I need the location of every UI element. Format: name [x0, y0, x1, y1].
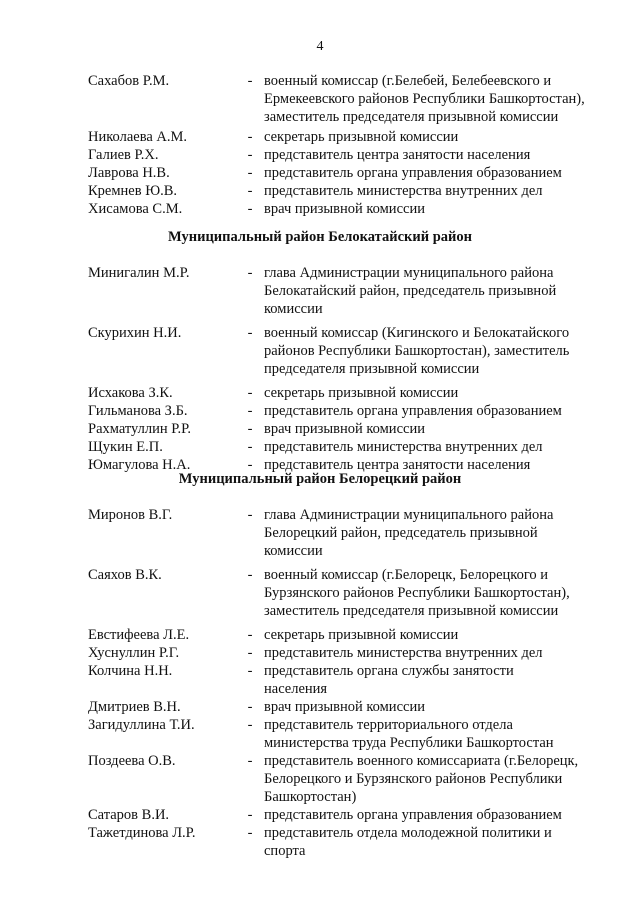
dash-separator: -	[247, 147, 253, 163]
member-row	[0, 626, 640, 644]
member-name: Галиев Р.Х.	[88, 147, 159, 163]
dash-separator: -	[247, 265, 253, 281]
member-name: Лаврова Н.В.	[88, 165, 170, 181]
member-name: Колчина Н.Н.	[88, 663, 173, 679]
member-role-line: Белорецкий район, председатель призывной	[264, 525, 538, 541]
dash-separator: -	[247, 627, 253, 643]
dash-separator: -	[247, 201, 253, 217]
member-name: Поздеева О.В.	[88, 753, 176, 769]
dash-separator: -	[247, 807, 253, 823]
member-row	[0, 698, 640, 716]
member-name: Скурихин Н.И.	[88, 325, 182, 341]
member-row	[0, 420, 640, 438]
section-beloretsky	[0, 506, 640, 860]
member-row	[0, 806, 640, 824]
member-row	[0, 662, 640, 698]
dash-separator: -	[247, 183, 253, 199]
member-role	[260, 506, 594, 560]
member-row	[0, 566, 640, 620]
dash-separator: -	[247, 567, 253, 583]
member-role-line: секретарь призывной комиссии	[264, 129, 459, 145]
member-row	[0, 506, 640, 560]
member-name: Николаева А.М.	[88, 129, 188, 145]
member-name: Загидуллина Т.И.	[88, 717, 195, 733]
member-name: Сахабов Р.М.	[88, 73, 170, 89]
member-role-line: врач призывной комиссии	[264, 201, 425, 217]
dash-separator: -	[247, 325, 253, 341]
member-role-line: Белорецкого и Бурзянского районов Республики	[264, 771, 563, 787]
member-role	[260, 644, 594, 662]
member-role-line: Белокатайский район, председатель призывной	[264, 283, 557, 299]
dash-separator: -	[247, 385, 253, 401]
member-role	[260, 626, 594, 644]
member-role	[260, 420, 594, 438]
member-role-line: Башкортостан)	[264, 789, 357, 805]
member-role	[260, 566, 594, 620]
dash-separator: -	[247, 73, 253, 89]
member-role-line: глава Администрации муниципального района	[264, 507, 554, 523]
member-name: Сатаров В.И.	[88, 807, 170, 823]
member-row	[0, 644, 640, 662]
member-row	[0, 128, 640, 146]
member-name: Миронов В.Г.	[88, 507, 173, 523]
member-name: Дмитриев В.Н.	[88, 699, 181, 715]
member-role	[260, 200, 594, 218]
member-row	[0, 824, 640, 860]
member-name: Хуснуллин Р.Г.	[88, 645, 180, 661]
member-row	[0, 164, 640, 182]
member-row	[0, 72, 640, 126]
member-name: Кремнев Ю.В.	[88, 183, 178, 199]
member-role-line: министерства труда Республики Башкортостан	[264, 735, 554, 751]
member-role-line: представитель органа управления образованием	[264, 807, 562, 823]
member-role	[260, 716, 594, 752]
member-row	[0, 384, 640, 402]
dash-separator: -	[247, 753, 253, 769]
dash-separator: -	[247, 421, 253, 437]
member-row	[0, 264, 640, 318]
member-name: Евстифеева Л.Е.	[88, 627, 190, 643]
member-role	[260, 128, 594, 146]
member-row	[0, 200, 640, 218]
dash-separator: -	[247, 645, 253, 661]
member-role	[260, 264, 594, 318]
member-role-line: секретарь призывной комиссии	[264, 627, 459, 643]
member-role-line: председателя призывной комиссии	[264, 361, 480, 377]
member-role	[260, 438, 594, 456]
member-role-line: заместитель председателя призывной комиссии	[264, 603, 559, 619]
member-row	[0, 716, 640, 752]
member-role-line: представитель центра занятости населения	[264, 147, 531, 163]
member-role-line: представитель территориального отдела	[264, 717, 513, 733]
member-name: Минигалин М.Р.	[88, 265, 190, 281]
dash-separator: -	[247, 507, 253, 523]
section-belebey	[0, 72, 640, 218]
member-role-line: врач призывной комиссии	[264, 421, 425, 437]
page-number: 4	[316, 39, 324, 54]
member-role	[260, 824, 594, 860]
dash-separator: -	[247, 699, 253, 715]
member-role	[260, 146, 594, 164]
member-name: Тажетдинова Л.Р.	[88, 825, 196, 841]
dash-separator: -	[247, 663, 253, 679]
member-role-line: военный комиссар (Кигинского и Белокатайского	[264, 325, 570, 341]
member-role-line: Бурзянского районов Республики Башкортостан),	[264, 585, 570, 601]
dash-separator: -	[247, 439, 253, 455]
dash-separator: -	[247, 403, 253, 419]
member-row	[0, 438, 640, 456]
member-row	[0, 146, 640, 164]
member-role	[260, 182, 594, 200]
member-role-line: военный комиссар (г.Белорецк, Белорецкого и	[264, 567, 549, 583]
member-role-line: военный комиссар (г.Белебей, Белебеевского и	[264, 73, 552, 89]
member-role	[260, 324, 594, 378]
member-role-line: представитель центра занятости населения	[264, 457, 531, 473]
section-heading-beloretsky: Муниципальный район Белорецкий район	[178, 471, 462, 487]
member-role	[260, 806, 594, 824]
member-role-line: представитель министерства внутренних дел	[264, 439, 543, 455]
section-heading-belokataysky: Муниципальный район Белокатайский район	[168, 229, 472, 245]
member-name: Рахматуллин Р.Р.	[88, 421, 192, 437]
member-role-line: Ермекеевского районов Республики Башкортостан),	[264, 91, 585, 107]
section-belokataysky	[0, 264, 640, 474]
member-name: Исхакова З.К.	[88, 385, 173, 401]
dash-separator: -	[247, 825, 253, 841]
member-name: Юмагулова Н.А.	[88, 457, 191, 473]
member-role-line: представитель органа службы занятости	[264, 663, 514, 679]
dash-separator: -	[247, 165, 253, 181]
member-row	[0, 752, 640, 806]
member-role-line: представитель органа управления образованием	[264, 165, 562, 181]
member-role-line: представитель органа управления образованием	[264, 403, 562, 419]
dash-separator: -	[247, 717, 253, 733]
member-row	[0, 402, 640, 420]
member-role	[260, 72, 594, 126]
member-role-line: заместитель председателя призывной комиссии	[264, 109, 559, 125]
member-name: Гильманова З.Б.	[88, 403, 188, 419]
member-role	[260, 384, 594, 402]
member-role	[260, 752, 594, 806]
member-name: Хисамова С.М.	[88, 201, 183, 217]
member-role-line: глава Администрации муниципального района	[264, 265, 554, 281]
member-role	[260, 698, 594, 716]
member-role	[260, 402, 594, 420]
member-role-line: комиссии	[264, 301, 323, 317]
member-role-line: представитель военного комиссариата (г.Белорецк,	[264, 753, 579, 769]
member-role-line: населения	[264, 681, 328, 697]
member-role-line: районов Республики Башкортостан), заместитель	[264, 343, 570, 359]
member-role-line: врач призывной комиссии	[264, 699, 425, 715]
dash-separator: -	[247, 457, 253, 473]
member-role-line: представитель министерства внутренних дел	[264, 645, 543, 661]
member-row	[0, 324, 640, 378]
member-name: Щукин Е.П.	[88, 439, 163, 455]
member-row	[0, 182, 640, 200]
dash-separator: -	[247, 129, 253, 145]
member-role-line: представитель отдела молодежной политики и	[264, 825, 552, 841]
member-role-line: спорта	[264, 843, 306, 859]
member-role-line: секретарь призывной комиссии	[264, 385, 459, 401]
member-name: Саяхов В.К.	[88, 567, 162, 583]
member-role	[260, 662, 594, 698]
member-role-line: представитель министерства внутренних дел	[264, 183, 543, 199]
member-role-line: комиссии	[264, 543, 323, 559]
member-role	[260, 164, 594, 182]
